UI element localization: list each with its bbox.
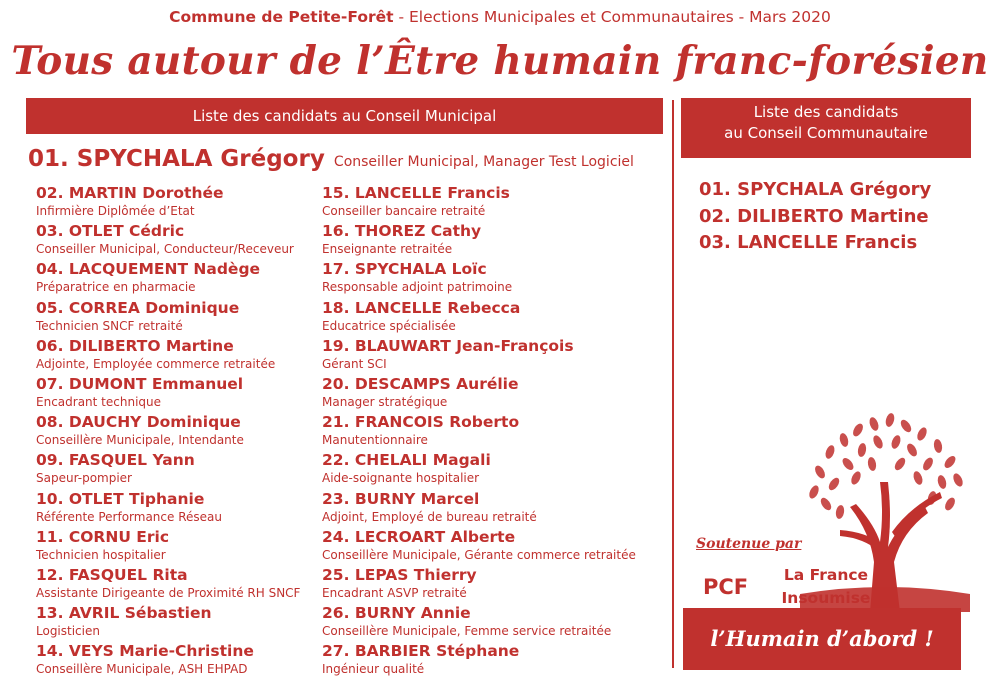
- candidate-name: 12. FASQUEL Rita: [36, 565, 188, 584]
- election-subtitle: - Elections Municipales et Communautaires - Mars 2020: [393, 8, 831, 26]
- candidate-item: [322, 489, 636, 527]
- candidate-name: 07. DUMONT Emmanuel: [36, 374, 244, 393]
- candidate-role: Adjoint, Employé de bureau retraité: [322, 509, 537, 524]
- candidate-name: 26. BURNY Annie: [322, 604, 471, 623]
- candidate-item: [36, 565, 300, 603]
- candidate-name: 24. LECROART Alberte: [322, 527, 516, 546]
- candidate-role: Responsable adjoint patrimoine: [322, 280, 513, 295]
- candidate-role: Technicien SNCF retraité: [36, 318, 183, 333]
- candidate-name: 08. DAUCHY Dominique: [36, 413, 241, 432]
- candidate-name: 06. DILIBERTO Martine: [36, 336, 234, 355]
- candidate-item: [322, 336, 636, 374]
- candidate-name: 16. THOREZ Cathy: [322, 222, 482, 241]
- candidate-role: Manager stratégique: [322, 394, 448, 409]
- party-lfi: [776, 564, 876, 610]
- candidate-name: 09. FASQUEL Yann: [36, 451, 195, 470]
- candidate-name: 11. CORNU Eric: [36, 527, 170, 546]
- candidate-name: 17. SPYCHALA Loïc: [322, 260, 487, 279]
- candidate-role: Educatrice spécialisée: [322, 318, 456, 333]
- candidate-role: Manutentionnaire: [322, 433, 428, 448]
- candidate-item: [322, 450, 636, 488]
- candidate-role: Conseillère Municipale, Femme service retraitée: [322, 624, 612, 639]
- candidate-item: [322, 183, 636, 221]
- communautaire-underline: [681, 156, 971, 158]
- candidate-role: Sapeur-pompier: [36, 471, 132, 486]
- head-candidate-role: Conseiller Municipal, Manager Test Logiciel: [333, 154, 634, 170]
- candidate-item: [322, 641, 636, 679]
- candidate-item: [36, 450, 300, 488]
- candidate-item: [36, 298, 300, 336]
- header-line: [0, 8, 1000, 26]
- candidate-role: Technicien hospitalier: [36, 547, 166, 562]
- candidate-role: Aide-soignante hospitalier: [322, 471, 480, 486]
- candidate-role: Référente Performance Réseau: [36, 509, 222, 524]
- candidate-name: 21. FRANCOIS Roberto: [322, 413, 520, 432]
- candidate-role: Infirmière Diplômée d’Etat: [36, 204, 195, 218]
- candidate-item: [36, 489, 300, 527]
- candidate-name: 23. BURNY Marcel: [322, 489, 480, 508]
- page-title: Tous autour de l’Être humain franc-forésien: [11, 38, 989, 84]
- candidate-item: [36, 336, 300, 374]
- candidate-role: Adjointe, Employée commerce retraitée: [36, 356, 276, 371]
- candidate-item: [322, 221, 636, 259]
- candidate-item: [36, 603, 300, 641]
- candidate-role: Encadrant ASVP retraité: [322, 585, 467, 600]
- candidate-item: [36, 641, 300, 679]
- candidate-name: 13. AVRIL Sébastien: [36, 604, 212, 623]
- candidate-role: Conseillère Municipale, Intendante: [36, 433, 244, 448]
- candidate-item: [322, 259, 636, 297]
- candidate-item: [322, 603, 636, 641]
- candidate-name: 15. LANCELLE Francis: [322, 184, 510, 202]
- candidate-role: Encadrant technique: [36, 394, 162, 409]
- candidate-name: 25. LEPAS Thierry: [322, 565, 477, 584]
- communautaire-list: [699, 177, 931, 257]
- communautaire-list-heading: [681, 98, 971, 158]
- communautaire-candidate: 02. DILIBERTO Martine: [699, 205, 929, 227]
- candidate-name: 04. LACQUEMENT Nadège: [36, 260, 261, 279]
- candidate-name: 20. DESCAMPS Aurélie: [322, 374, 519, 393]
- candidate-role: Gérant SCI: [322, 356, 387, 371]
- commune-name: Commune de Petite-Forêt: [169, 8, 394, 26]
- party-pcf: PCF: [703, 575, 749, 599]
- head-candidate-name: 01. SPYCHALA Grégory: [28, 146, 325, 172]
- head-candidate: [28, 146, 634, 172]
- party-lfi-line1: La France: [783, 566, 869, 584]
- column-divider: [672, 100, 674, 668]
- candidate-column-left: [36, 183, 300, 679]
- candidate-item: [322, 298, 636, 336]
- candidate-role: Assistante Dirigeante de Proximité RH SNCF: [36, 585, 301, 600]
- candidate-item: [322, 412, 636, 450]
- communautaire-candidate: 01. SPYCHALA Grégory: [699, 179, 932, 200]
- candidate-item: [36, 183, 300, 221]
- candidate-item: [36, 412, 300, 450]
- candidate-role: Conseiller Municipal, Conducteur/Receveur: [36, 242, 294, 257]
- candidate-name: 02. MARTIN Dorothée: [36, 184, 224, 202]
- candidate-role: Conseillère Municipale, Gérante commerce retraitée: [322, 547, 636, 562]
- party-lfi-line2: Insoumise: [781, 589, 871, 607]
- candidate-name: 18. LANCELLE Rebecca: [322, 298, 521, 317]
- candidate-name: 03. OTLET Cédric: [36, 222, 185, 241]
- candidate-name: 14. VEYS Marie-Christine: [36, 642, 254, 661]
- communautaire-heading-line1: Liste des candidats: [753, 103, 899, 121]
- candidate-item: [322, 527, 636, 565]
- candidate-item: [36, 259, 300, 297]
- candidate-name: 05. CORREA Dominique: [36, 298, 240, 317]
- candidate-item: [36, 527, 300, 565]
- candidate-role: Enseignante retraitée: [322, 242, 453, 257]
- candidate-name: 27. BARBIER Stéphane: [322, 642, 520, 661]
- candidate-item: [322, 565, 636, 603]
- candidate-item: [322, 374, 636, 412]
- candidate-item: [36, 221, 300, 259]
- candidate-role: Préparatrice en pharmacie: [36, 280, 196, 295]
- candidate-role: Logisticien: [36, 624, 100, 639]
- support-label: Soutenue par: [696, 536, 802, 552]
- candidate-name: 22. CHELALI Magali: [322, 451, 491, 470]
- candidate-role: Ingénieur qualité: [322, 662, 425, 677]
- slogan-banner: l’Humain d’abord !: [683, 608, 961, 670]
- municipal-list-heading: Liste des candidats au Conseil Municipal: [26, 98, 663, 134]
- candidate-item: [36, 374, 300, 412]
- communautaire-heading-line2: au Conseil Communautaire: [724, 124, 928, 142]
- candidate-role: Conseillère Municipale, ASH EHPAD: [36, 662, 248, 677]
- candidate-column-right: [322, 183, 636, 679]
- candidate-name: 19. BLAUWART Jean-François: [322, 336, 574, 355]
- communautaire-candidate: 03. LANCELLE Francis: [699, 232, 918, 253]
- candidate-name: 10. OTLET Tiphanie: [36, 489, 205, 508]
- candidate-role: Conseiller bancaire retraité: [322, 204, 486, 218]
